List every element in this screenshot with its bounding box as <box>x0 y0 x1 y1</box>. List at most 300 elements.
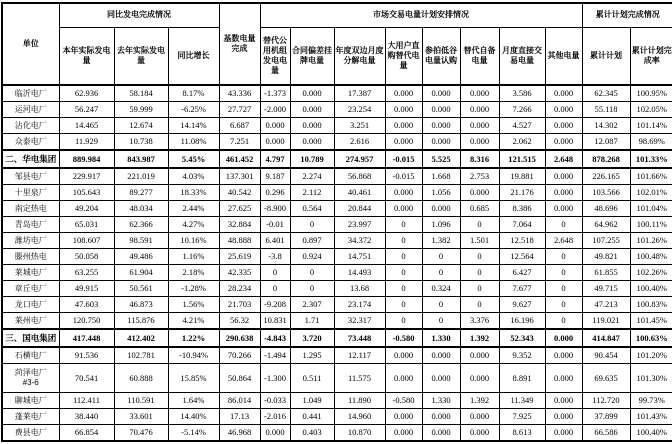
value-cell: -2.000 <box>260 102 290 118</box>
value-cell: 0.000 <box>460 364 499 393</box>
value-cell: 0 <box>385 265 422 281</box>
value-cell: 15.85% <box>168 364 219 393</box>
value-cell: 1.64% <box>168 393 219 409</box>
value-cell: 108.607 <box>59 233 114 249</box>
value-cell: 61.855 <box>582 265 630 281</box>
row-name: 石横电厂 <box>2 347 59 364</box>
col-header-contract-deviation-listing: 合同偏差挂牌电量 <box>290 27 334 85</box>
col-header-cumulative-plan-rate: 累计计划完成率 <box>630 27 672 85</box>
value-cell: 0.000 <box>260 425 290 442</box>
col-header-unit: 单位 <box>2 3 59 85</box>
value-cell: 100.83% <box>630 297 672 313</box>
value-cell: 0.000 <box>422 102 460 118</box>
value-cell: 56.32 <box>219 313 260 330</box>
row-name: 三、国电集团 <box>2 329 59 347</box>
value-cell: 7.266 <box>499 102 545 118</box>
value-cell: 0.441 <box>290 409 334 425</box>
value-cell: 49.715 <box>582 281 630 297</box>
value-cell: 414.847 <box>582 329 630 347</box>
col-header-monthly-direct-trade: 月度直接交易电量 <box>499 27 545 85</box>
plant-row <box>2 85 672 102</box>
value-cell: 0.000 <box>385 85 422 102</box>
value-cell: 2.616 <box>334 134 385 151</box>
value-cell: 0 <box>290 217 334 233</box>
value-cell: 100.40% <box>630 281 672 297</box>
value-cell: 121.515 <box>499 150 545 168</box>
value-cell: 69.635 <box>582 364 630 393</box>
value-cell: 23.997 <box>334 217 385 233</box>
value-cell: 119.021 <box>582 313 630 330</box>
value-cell: 0.000 <box>290 102 334 118</box>
col-header-annual-bilateral-monthly: 年度双边月度分解电量 <box>334 27 385 85</box>
value-cell: 14.960 <box>334 409 385 425</box>
value-cell: 3.720 <box>290 329 334 347</box>
value-cell: 102.26% <box>630 265 672 281</box>
row-name: 龙口电厂 <box>2 297 59 313</box>
value-cell: 25.619 <box>219 249 260 265</box>
value-cell: 65.031 <box>59 217 114 233</box>
value-cell: 1.501 <box>460 233 499 249</box>
value-cell: -2.016 <box>260 409 290 425</box>
row-name: 青岛电厂 <box>2 217 59 233</box>
value-cell: 0.000 <box>422 201 460 217</box>
value-cell: 100.48% <box>630 249 672 265</box>
plant-row <box>2 409 672 425</box>
value-cell: 8.891 <box>499 364 545 393</box>
row-name: 邹县电厂 <box>2 168 59 185</box>
value-cell: 0.000 <box>545 85 582 102</box>
value-cell: 18.33% <box>168 185 219 201</box>
value-cell: 0 <box>385 297 422 313</box>
value-cell: 2.648 <box>545 150 582 168</box>
value-cell: 11.890 <box>334 393 385 409</box>
value-cell: 12.518 <box>499 233 545 249</box>
value-cell: 99.73% <box>630 393 672 409</box>
value-cell: 101.43% <box>630 409 672 425</box>
row-name: 临沂电厂 <box>2 85 59 102</box>
value-cell: 0 <box>545 313 582 330</box>
value-cell: 100.95% <box>630 85 672 102</box>
value-cell: 70.541 <box>59 364 114 393</box>
plant-row <box>2 102 672 118</box>
value-cell: 20.844 <box>334 201 385 217</box>
value-cell: 49.915 <box>59 281 114 297</box>
value-cell: 878.268 <box>582 150 630 168</box>
value-cell: 12.117 <box>334 347 385 364</box>
value-cell: 0.000 <box>385 102 422 118</box>
value-cell: 50.864 <box>219 364 260 393</box>
value-cell: 0.897 <box>290 233 334 249</box>
value-cell: 46.968 <box>219 425 260 442</box>
value-cell: 4.27% <box>168 217 219 233</box>
value-cell: 0.000 <box>545 364 582 393</box>
value-cell: 889.984 <box>59 150 114 168</box>
value-cell: -1.494 <box>260 347 290 364</box>
value-cell: 0.000 <box>422 425 460 442</box>
value-cell: 27.625 <box>219 201 260 217</box>
table-header <box>2 3 672 85</box>
col-header-cumulative-plan: 累计计划 <box>582 27 630 85</box>
value-cell: 2.648 <box>545 233 582 249</box>
value-cell: 0.000 <box>460 347 499 364</box>
value-cell: 100.11% <box>630 217 672 233</box>
value-cell: 112.411 <box>59 393 114 409</box>
value-cell: 2.112 <box>290 185 334 201</box>
row-name: 滕州热电 <box>2 249 59 265</box>
value-cell: 33.601 <box>114 409 168 425</box>
value-cell: 843.987 <box>114 150 168 168</box>
value-cell: 23.174 <box>334 297 385 313</box>
value-cell: 0.000 <box>460 409 499 425</box>
value-cell: 0 <box>385 233 422 249</box>
value-cell: 0.000 <box>460 425 499 442</box>
plant-row <box>2 313 672 330</box>
plant-row <box>2 364 672 393</box>
value-cell: 17.387 <box>334 85 385 102</box>
value-cell: 461.452 <box>219 150 260 168</box>
value-cell: 101.33% <box>630 150 672 168</box>
value-cell: 101.26% <box>630 233 672 249</box>
value-cell: 6.401 <box>260 233 290 249</box>
value-cell: 1.049 <box>290 393 334 409</box>
value-cell: -10.94% <box>168 347 219 364</box>
value-cell: 4.797 <box>260 150 290 168</box>
value-cell: 0.000 <box>385 118 422 134</box>
value-cell: 0 <box>545 281 582 297</box>
value-cell: 2.18% <box>168 265 219 281</box>
value-cell: 5.45% <box>168 150 219 168</box>
value-cell: 2.753 <box>460 168 499 185</box>
value-cell: 0.000 <box>545 118 582 134</box>
value-cell: 0.000 <box>290 85 334 102</box>
value-cell: 14.14% <box>168 118 219 134</box>
value-cell: 0.000 <box>385 347 422 364</box>
value-cell: 12.087 <box>582 134 630 151</box>
section-total-row <box>2 150 672 168</box>
value-cell: 17.13 <box>219 409 260 425</box>
value-cell: 101.66% <box>630 168 672 185</box>
value-cell: 1.16% <box>168 249 219 265</box>
value-cell: 1.392 <box>460 393 499 409</box>
value-cell: -5.14% <box>168 425 219 442</box>
value-cell: 3.251 <box>334 118 385 134</box>
value-cell: 47.213 <box>582 297 630 313</box>
value-cell: 40.542 <box>219 185 260 201</box>
value-cell: 1.56% <box>168 297 219 313</box>
value-cell: 1.295 <box>290 347 334 364</box>
value-cell: 1.382 <box>422 233 460 249</box>
value-cell: 0.000 <box>422 85 460 102</box>
value-cell: 10.789 <box>290 150 334 168</box>
col-header-substitute-self-supply: 替代自备电量 <box>460 27 499 85</box>
value-cell: 58.184 <box>114 85 168 102</box>
value-cell: 0 <box>260 281 290 297</box>
value-cell: 40.461 <box>334 185 385 201</box>
value-cell: 0.000 <box>545 168 582 185</box>
value-cell: 42.335 <box>219 265 260 281</box>
row-name: 蓬莱电厂 <box>2 409 59 425</box>
value-cell: 102.781 <box>114 347 168 364</box>
col-header-valley-auction: 参拍低谷电量认购 <box>422 27 460 85</box>
value-cell: 55.118 <box>582 102 630 118</box>
value-cell: -1.300 <box>260 364 290 393</box>
value-cell: 13.68 <box>334 281 385 297</box>
value-cell: 90.454 <box>582 347 630 364</box>
value-cell: 12.564 <box>499 249 545 265</box>
value-cell: 50.058 <box>59 249 114 265</box>
col-header-substitute-public-unit: 替代公用机组发电电量 <box>260 27 290 85</box>
value-cell: 73.448 <box>334 329 385 347</box>
value-cell: -9.208 <box>260 297 290 313</box>
value-cell: 0 <box>385 249 422 265</box>
plant-row <box>2 393 672 409</box>
value-cell: 98.69% <box>630 134 672 151</box>
value-cell: 7.677 <box>499 281 545 297</box>
value-cell: 1.71 <box>290 313 334 330</box>
value-cell: 0.564 <box>290 201 334 217</box>
value-cell: 0.000 <box>460 85 499 102</box>
row-name: 潍坊电厂 <box>2 233 59 249</box>
value-cell: 62.366 <box>114 217 168 233</box>
value-cell: 47.603 <box>59 297 114 313</box>
value-cell: -6.25% <box>168 102 219 118</box>
group-header-row <box>2 3 672 27</box>
value-cell: 62.936 <box>59 85 114 102</box>
col-header-large-user-direct: 大用户直购替代电量 <box>385 27 422 85</box>
value-cell: 0.511 <box>290 364 334 393</box>
value-cell: 2.062 <box>499 134 545 151</box>
value-cell: -0.580 <box>385 329 422 347</box>
value-cell: 64.962 <box>582 217 630 233</box>
plant-row <box>2 118 672 134</box>
value-cell: 0.000 <box>260 118 290 134</box>
value-cell: 27.727 <box>219 102 260 118</box>
value-cell: 9.352 <box>499 347 545 364</box>
value-cell: 0.000 <box>545 393 582 409</box>
value-cell: 32.317 <box>334 313 385 330</box>
value-cell: 0.000 <box>385 134 422 151</box>
value-cell: 0 <box>422 265 460 281</box>
row-name: 莱城电厂 <box>2 265 59 281</box>
value-cell: 0 <box>460 297 499 313</box>
value-cell: 100.63% <box>630 329 672 347</box>
row-name: 众泰电厂 <box>2 134 59 151</box>
value-cell: -1.28% <box>168 281 219 297</box>
value-cell: 60.888 <box>114 364 168 393</box>
value-cell: 0.000 <box>385 185 422 201</box>
value-cell: 412.402 <box>114 329 168 347</box>
value-cell: 52.343 <box>499 329 545 347</box>
value-cell: 0.000 <box>385 364 422 393</box>
value-cell: 6.687 <box>219 118 260 134</box>
value-cell: 0 <box>290 265 334 281</box>
value-cell: 0 <box>385 313 422 330</box>
value-cell: 3.376 <box>460 313 499 330</box>
value-cell: 0.000 <box>385 201 422 217</box>
value-cell: 86.014 <box>219 393 260 409</box>
value-cell: 63.255 <box>59 265 114 281</box>
value-cell: 0 <box>460 265 499 281</box>
value-cell: 417.448 <box>59 329 114 347</box>
value-cell: 89.277 <box>114 185 168 201</box>
value-cell: 12.674 <box>114 118 168 134</box>
plant-row <box>2 201 672 217</box>
value-cell: 56.247 <box>59 102 114 118</box>
plant-row <box>2 297 672 313</box>
value-cell: 0 <box>422 297 460 313</box>
value-cell: 14.465 <box>59 118 114 134</box>
value-cell: 9.627 <box>499 297 545 313</box>
value-cell: 8.316 <box>460 150 499 168</box>
value-cell: 0 <box>260 265 290 281</box>
value-cell: 1.330 <box>422 393 460 409</box>
plant-row <box>2 425 672 442</box>
col-header-other-power: 其他电量 <box>545 27 582 85</box>
value-cell: 32.884 <box>219 217 260 233</box>
value-cell: 101.30% <box>630 364 672 393</box>
value-cell: 48.888 <box>219 233 260 249</box>
value-cell: -0.015 <box>385 150 422 168</box>
value-cell: 1.096 <box>422 217 460 233</box>
value-cell: 0.000 <box>545 347 582 364</box>
col-header-yoy-growth: 同比增长 <box>168 27 219 85</box>
plant-row <box>2 265 672 281</box>
value-cell: 0.000 <box>545 329 582 347</box>
value-cell: -0.015 <box>385 168 422 185</box>
group-header-cumulative: 累计计划完成情况 <box>582 3 672 27</box>
value-cell: 290.638 <box>219 329 260 347</box>
value-cell: 1.330 <box>422 329 460 347</box>
value-cell: 21.703 <box>219 297 260 313</box>
value-cell: 11.349 <box>499 393 545 409</box>
value-cell: 1.392 <box>460 329 499 347</box>
value-cell: 8.613 <box>499 425 545 442</box>
value-cell: 0.324 <box>422 281 460 297</box>
value-cell: 34.372 <box>334 233 385 249</box>
value-cell: 4.03% <box>168 168 219 185</box>
value-cell: 0.296 <box>260 185 290 201</box>
value-cell: 4.527 <box>499 118 545 134</box>
value-cell: 0.000 <box>545 185 582 201</box>
value-cell: 1.668 <box>422 168 460 185</box>
value-cell: 49.204 <box>59 201 114 217</box>
value-cell: 0.000 <box>545 409 582 425</box>
value-cell: 0.685 <box>460 201 499 217</box>
row-name: 十里泉厂 <box>2 185 59 201</box>
value-cell: 0.000 <box>460 185 499 201</box>
value-cell: 7.925 <box>499 409 545 425</box>
value-cell: 2.44% <box>168 201 219 217</box>
value-cell: 14.493 <box>334 265 385 281</box>
value-cell: -0.01 <box>260 217 290 233</box>
table-body <box>2 85 672 441</box>
value-cell: 70.476 <box>114 425 168 442</box>
value-cell: 103.566 <box>582 185 630 201</box>
value-cell: 0.000 <box>545 102 582 118</box>
row-name: 莱州电厂 <box>2 313 59 330</box>
value-cell: 16.196 <box>499 313 545 330</box>
row-name: 聊城电厂 <box>2 393 59 409</box>
power-generation-table <box>1 2 672 442</box>
group-header-yoy: 同比发电完成情况 <box>59 3 219 27</box>
value-cell: 46.873 <box>114 297 168 313</box>
value-cell: 120.750 <box>59 313 114 330</box>
value-cell: 14.751 <box>334 249 385 265</box>
value-cell: 66.586 <box>582 425 630 442</box>
value-cell: 0.000 <box>460 102 499 118</box>
value-cell: 6.427 <box>499 265 545 281</box>
value-cell: 14.40% <box>168 409 219 425</box>
value-cell: -4.843 <box>260 329 290 347</box>
value-cell: 0 <box>290 281 334 297</box>
value-cell: 0.000 <box>422 347 460 364</box>
sub-header-row <box>2 27 672 85</box>
value-cell: 115.876 <box>114 313 168 330</box>
value-cell: 107.255 <box>582 233 630 249</box>
value-cell: 0.924 <box>290 249 334 265</box>
value-cell: 2.274 <box>290 168 334 185</box>
plant-row <box>2 233 672 249</box>
value-cell: 21.176 <box>499 185 545 201</box>
value-cell: 101.45% <box>630 313 672 330</box>
value-cell: 56.868 <box>334 168 385 185</box>
value-cell: 0 <box>460 249 499 265</box>
value-cell: 105.643 <box>59 185 114 201</box>
value-cell: 1.056 <box>422 185 460 201</box>
value-cell: 14.302 <box>582 118 630 134</box>
value-cell: 61.904 <box>114 265 168 281</box>
value-cell: 8.386 <box>499 201 545 217</box>
value-cell: 1.22% <box>168 329 219 347</box>
value-cell: 10.831 <box>260 313 290 330</box>
value-cell: 8.17% <box>168 85 219 102</box>
value-cell: 0.000 <box>290 134 334 151</box>
value-cell: -8.900 <box>260 201 290 217</box>
value-cell: 50.561 <box>114 281 168 297</box>
value-cell: 101.04% <box>630 201 672 217</box>
value-cell: 110.591 <box>114 393 168 409</box>
col-header-last-year-actual: 去年实际发电量 <box>114 27 168 85</box>
value-cell: 0.000 <box>460 134 499 151</box>
plant-row <box>2 281 672 297</box>
value-cell: 49.821 <box>582 249 630 265</box>
value-cell: 0.000 <box>422 409 460 425</box>
value-cell: 0 <box>545 217 582 233</box>
row-name: 菏泽电厂 #3-6 <box>2 364 59 393</box>
row-name: 章丘电厂 <box>2 281 59 297</box>
row-name: 运河电厂 <box>2 102 59 118</box>
value-cell: 11.575 <box>334 364 385 393</box>
plant-row <box>2 185 672 201</box>
value-cell: 274.957 <box>334 150 385 168</box>
value-cell: 91.536 <box>59 347 114 364</box>
value-cell: -3.8 <box>260 249 290 265</box>
value-cell: 10.16% <box>168 233 219 249</box>
plant-row <box>2 217 672 233</box>
value-cell: 0.403 <box>290 425 334 442</box>
value-cell: 0.000 <box>385 425 422 442</box>
value-cell: 0 <box>545 265 582 281</box>
value-cell: 0 <box>422 249 460 265</box>
plant-row <box>2 134 672 151</box>
value-cell: 3.586 <box>499 85 545 102</box>
value-cell: 48.696 <box>582 201 630 217</box>
value-cell: 43.336 <box>219 85 260 102</box>
value-cell: 0.000 <box>422 134 460 151</box>
value-cell: 137.301 <box>219 168 260 185</box>
value-cell: 0.000 <box>290 118 334 134</box>
value-cell: 0 <box>460 281 499 297</box>
